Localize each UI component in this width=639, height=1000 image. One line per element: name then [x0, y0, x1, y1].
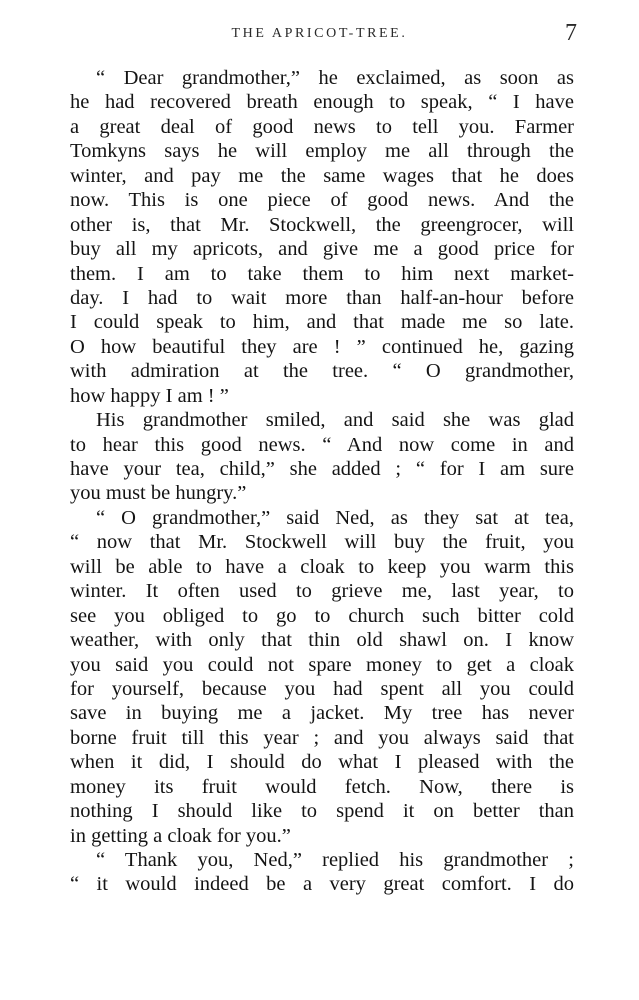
- body-text: [70, 66, 574, 897]
- text-line: nothing I should like to spend it on better than: [70, 800, 574, 823]
- page-number: 7: [565, 20, 577, 46]
- text-line: to hear this good news. “ And now come in and: [70, 433, 574, 456]
- text-line: buy all my apricots, and give me a good price for: [70, 238, 574, 261]
- text-line: O how beautiful they are ! ” continued he, gazing: [70, 335, 574, 358]
- text-line: how happy I am ! ”: [70, 384, 229, 407]
- text-line: have your tea, child,” she added ; “ for I am sure: [70, 458, 574, 480]
- text-line: I could speak to him, and that made me so late.: [70, 311, 574, 334]
- text-line: “ Thank you, Ned,” replied his grandmother ;: [96, 849, 574, 871]
- text-line: “ it would indeed be a very great comfort. I do: [70, 873, 574, 896]
- text-line: a great deal of good news to tell you. Farmer: [70, 115, 574, 138]
- text-line: now. This is one piece of good news. And the: [70, 189, 574, 212]
- text-line: them. I am to take them to him next market-: [70, 262, 574, 285]
- text-line: Tomkyns says he will employ me all through the: [70, 140, 574, 163]
- text-line: “ now that Mr. Stockwell will buy the fruit, you: [70, 531, 574, 554]
- text-line: when it did, I should do what I pleased with the: [70, 751, 574, 774]
- text-line: you said you could not spare money to get a cloak: [70, 653, 574, 676]
- text-line: “ O grandmother,” said Ned, as they sat at tea,: [96, 506, 574, 529]
- text-line: will be able to have a cloak to keep you warm this: [70, 555, 574, 578]
- text-line: winter. It often used to grieve me, last year, to: [70, 580, 574, 603]
- text-line: he had recovered breath enough to speak, “ I have: [70, 91, 574, 114]
- text-line: see you obliged to go to church such bitter cold: [70, 604, 574, 627]
- text-line: other is, that Mr. Stockwell, the greengrocer, will: [70, 213, 574, 236]
- text-line: in getting a cloak for you.”: [70, 824, 291, 847]
- text-line: “ Dear grandmother,” he exclaimed, as soon as: [96, 67, 574, 89]
- text-line: you must be hungry.”: [70, 482, 247, 505]
- text-line: day. I had to wait more than half-an-hour before: [70, 286, 574, 309]
- text-line: borne fruit till this year ; and you always said that: [70, 726, 574, 749]
- text-line: money its fruit would fetch. Now, there is: [70, 775, 574, 798]
- text-line: save in buying me a jacket. My tree has never: [70, 702, 574, 725]
- running-title: THE APRICOT-TREE.: [231, 26, 408, 41]
- running-head: [68, 20, 577, 50]
- text-line: weather, with only that thin old shawl on. I know: [70, 629, 574, 652]
- text-line: for yourself, because you had spent all you could: [70, 677, 574, 700]
- text-line: His grandmother smiled, and said she was glad: [96, 409, 574, 432]
- text-line: with admiration at the tree. “ O grandmother,: [70, 360, 574, 383]
- text-line: winter, and pay me the same wages that he does: [70, 164, 574, 187]
